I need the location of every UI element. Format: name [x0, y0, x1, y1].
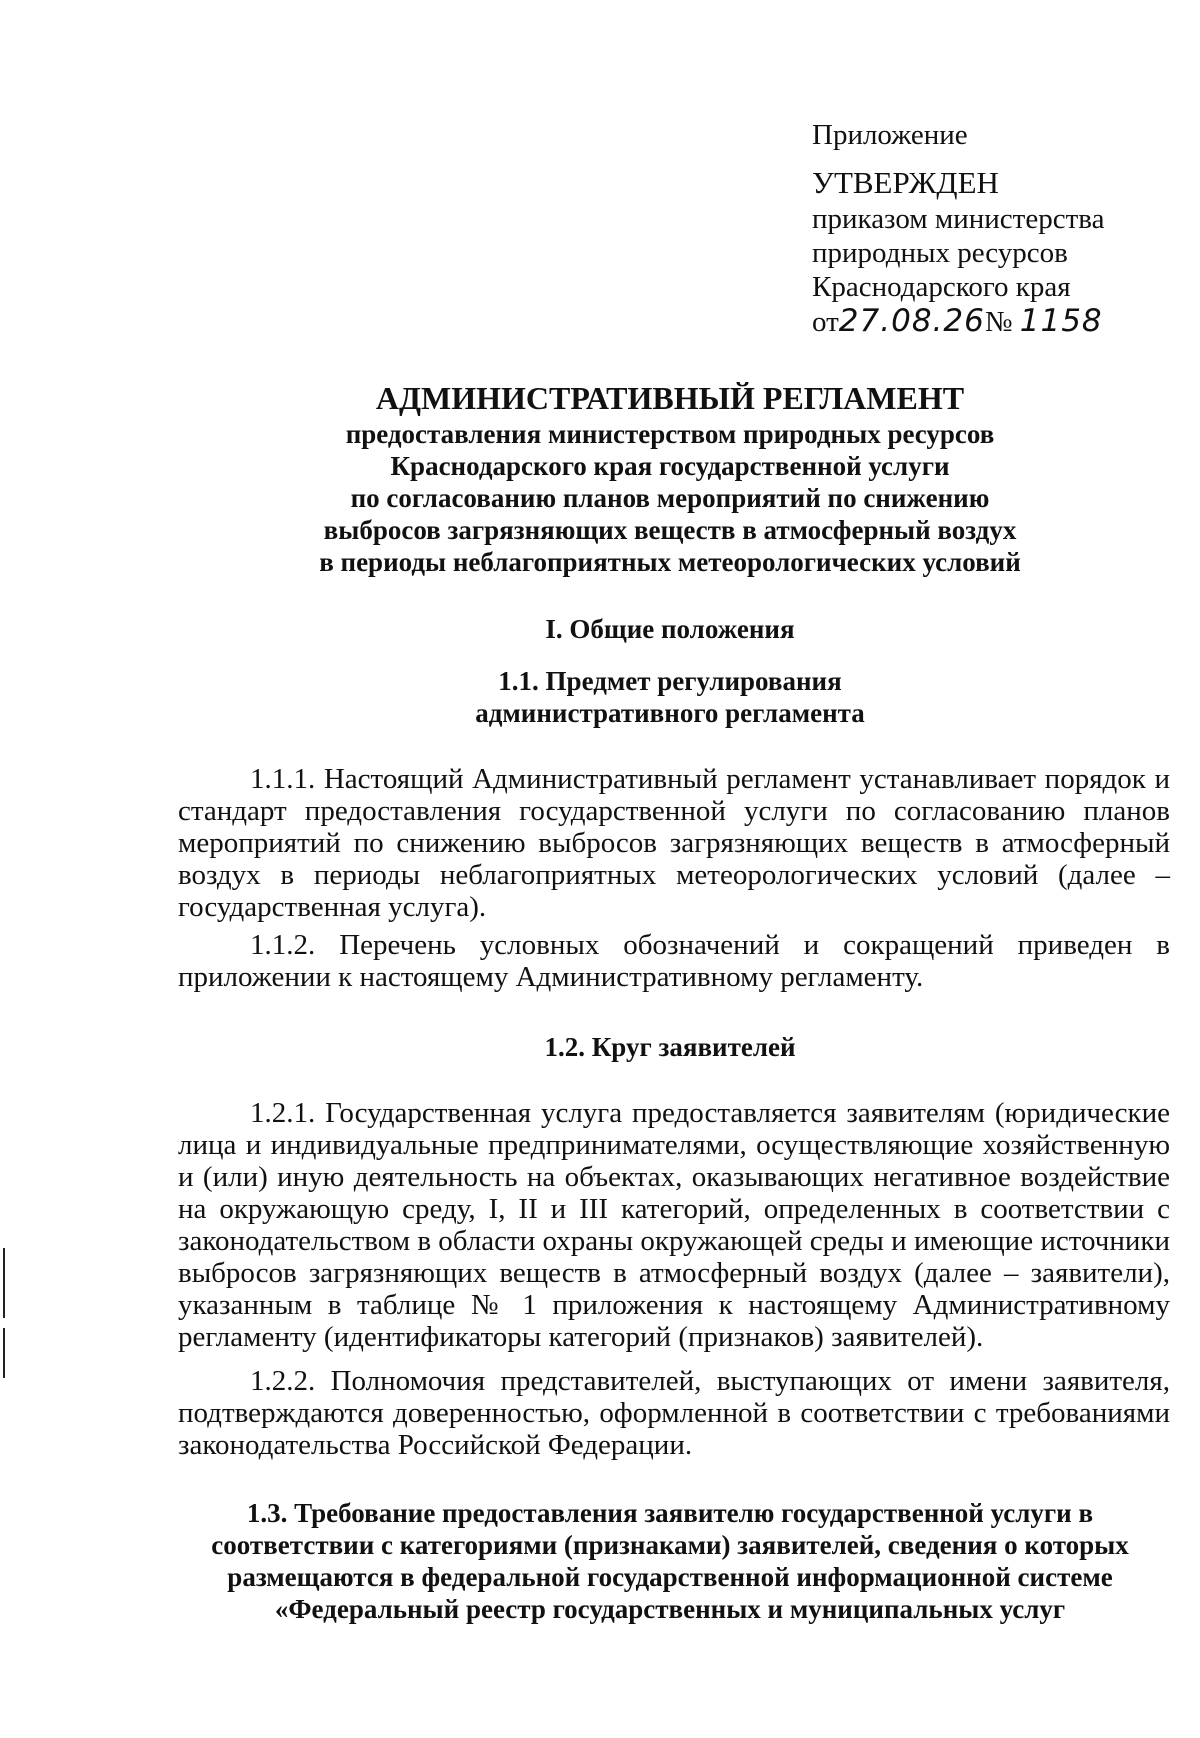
subsection-heading — [170, 665, 1170, 729]
paragraph: 1.1.1. Настоящий Административный регламент устанавливает порядок и стандарт предоставления государственной услуги по согласованию планов мероприятий по снижению выбросов загрязняющих веществ в атмосферный воздух в периоды неблагоприятных метеорологических условий (далее – государственная услуга). — [178, 763, 1170, 923]
section-heading: I. Общие положения — [545, 614, 795, 644]
title-line: предоставления министерством природных ресурсов — [345, 419, 995, 449]
approval-stamp-block — [812, 118, 1172, 339]
number-prefix: № — [984, 306, 1013, 338]
approval-line: приказом министерства — [812, 203, 1105, 235]
appendix-label: Приложение — [812, 119, 968, 151]
approval-line: природных ресурсов — [812, 237, 1068, 269]
heading-line: «Федеральный реестр государственных и муниципальных услуг — [274, 1594, 1066, 1624]
title-line: Краснодарского края государственной услуги — [390, 451, 950, 481]
heading-line: 1.3. Требование предоставления заявителю государственной услуги в — [246, 1498, 1094, 1528]
paragraph: 1.1.2. Перечень условных обозначений и сокращений приведен в приложении к настоящему Административному регламенту. — [178, 929, 1170, 993]
order-date-line — [812, 304, 1172, 339]
paragraph: 1.2.1. Государственная услуга предоставляется заявителям (юридические лица и индивидуальные предпринимателями, осуществляющие хозяйственную и (или) иную деятельность на объектах, оказывающих негативное воздействие на окружающую среду, I, II и III категорий, определенных в соответствии с законодательством в области охраны окружающей среды и имеющие источники выбросов загрязняющих веществ в атмосферный воздух (далее – заявители), указанным в таблице № 1 приложения к настоящему Административному регламенту (идентификаторы категорий (признаков) заявителей). — [178, 1097, 1170, 1353]
paragraph: 1.2.2. Полномочия представителей, выступающих от имени заявителя, подтверждаются доверенностью, оформленной в соответствии с требованиями законодательства Российской Федерации. — [178, 1365, 1170, 1461]
scan-margin-mark — [3, 1328, 5, 1378]
title-line: по согласованию планов мероприятий по снижению — [350, 483, 990, 513]
heading-line: размещаются в федеральной государственной информационной системе — [227, 1562, 1113, 1592]
subsection-heading — [160, 1497, 1180, 1625]
scan-margin-mark — [3, 1248, 5, 1318]
heading-line: соответствии с категориями (признаками) заявителей, сведения о которых — [211, 1530, 1129, 1560]
heading-line: 1.1. Предмет регулирования — [498, 666, 842, 696]
subsection-heading: 1.2. Круг заявителей — [544, 1032, 796, 1062]
document-title — [170, 378, 1170, 578]
title-main: АДМИНИСТРАТИВНЫЙ РЕГЛАМЕНТ — [375, 380, 965, 416]
approved-label: УТВЕРЖДЕН — [812, 165, 999, 200]
title-line: выбросов загрязняющих веществ в атмосферный воздух — [323, 515, 1017, 545]
date-prefix: от — [812, 306, 839, 338]
handwritten-date: 27.08.26 — [838, 303, 985, 339]
handwritten-number: 1158 — [1019, 303, 1103, 339]
approval-line: Краснодарского края — [812, 271, 1071, 303]
heading-line: административного регламента — [475, 698, 865, 728]
title-line: в периоды неблагоприятных метеорологических условий — [319, 547, 1021, 577]
